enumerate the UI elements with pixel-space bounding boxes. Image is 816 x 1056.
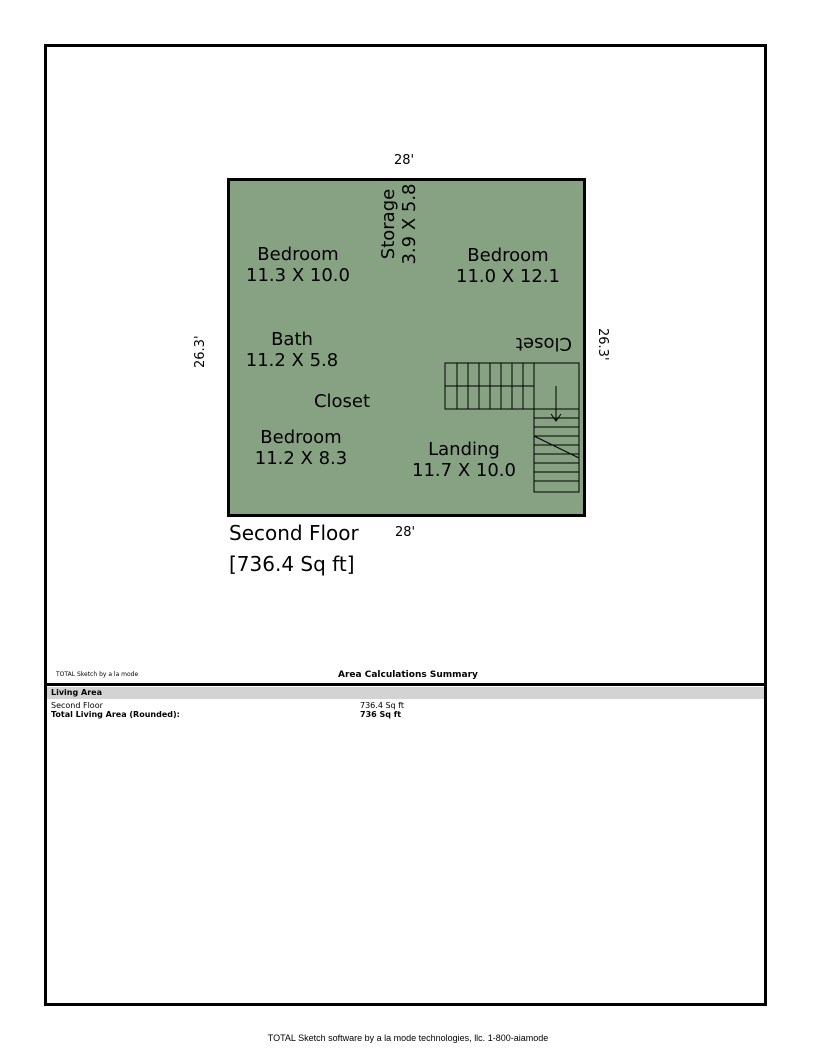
room-name: Bath	[271, 329, 313, 350]
dim-left: 26.3'	[193, 335, 208, 368]
room-name: Bedroom	[467, 245, 549, 266]
dim-bottom: 28'	[395, 525, 416, 540]
room-size: 11.7 X 10.0	[412, 460, 516, 481]
row-value: 736.4 Sq ft	[360, 701, 404, 710]
section-label: Living Area	[51, 688, 102, 697]
room-name: Bedroom	[257, 244, 339, 265]
room-size: 11.2 X 8.3	[254, 448, 348, 469]
room-closet	[310, 391, 374, 412]
room-closet-upside-down	[512, 333, 576, 354]
room-landing	[402, 439, 526, 481]
room-bedroom-a	[237, 244, 359, 286]
row-label-total: Total Living Area (Rounded):	[51, 710, 180, 719]
row-label: Second Floor	[51, 701, 103, 710]
room-name: Closet	[515, 333, 573, 354]
floor-area: [736.4 Sq ft]	[229, 552, 355, 576]
room-name: Bedroom	[260, 427, 342, 448]
room-name: Closet	[313, 391, 371, 412]
sketch-brand: TOTAL Sketch by a la mode	[56, 671, 139, 678]
room-size: 11.0 X 12.1	[456, 266, 560, 287]
room-size: 11.2 X 5.8	[245, 350, 339, 371]
floor-name: Second Floor	[229, 521, 359, 545]
room-bath	[237, 329, 347, 371]
row-value-total: 736 Sq ft	[360, 710, 402, 719]
room-size: 11.3 X 10.0	[246, 265, 350, 286]
footer-credit: TOTAL Sketch software by a la mode technologies, llc. 1-800-aiamode	[267, 1033, 549, 1043]
summary-section-header	[47, 687, 764, 699]
room-bedroom-b	[447, 245, 569, 287]
room-name: Storage	[378, 188, 399, 260]
dim-right: 26.3'	[595, 328, 610, 361]
room-storage	[378, 154, 420, 294]
room-bedroom-c	[240, 427, 362, 469]
dim-top: 28'	[394, 153, 415, 168]
room-name: Landing	[428, 439, 500, 460]
summary-title: Area Calculations Summary	[338, 670, 478, 680]
room-size: 3.9 X 5.8	[399, 183, 420, 265]
